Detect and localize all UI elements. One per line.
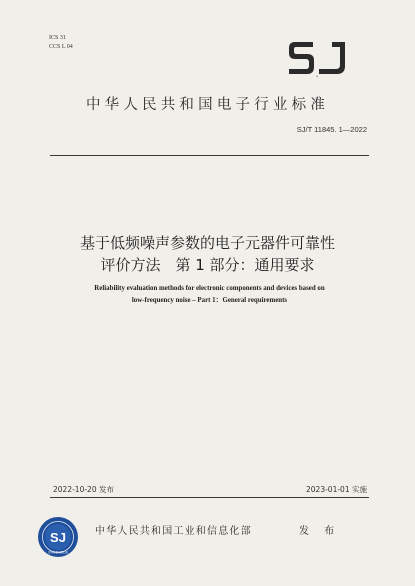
ccs-code: CCS L 04	[49, 44, 73, 50]
document-title-zh	[0, 232, 415, 276]
issue-date: 2022-10-20 发布	[53, 485, 114, 494]
footer-divider	[50, 497, 369, 498]
ics-code: ICS 31	[49, 35, 66, 41]
title-en-line1: Reliability evaluation methods for electronic components and devices based on	[94, 285, 325, 292]
document-title-en	[50, 283, 369, 307]
implementation-date: 2023-01-01 实施	[306, 485, 367, 494]
sj-logo-icon	[286, 38, 348, 78]
standard-category-title: 中华人民共和国电子行业标准	[85, 97, 330, 113]
title-zh-line1: 基于低频噪声参数的电子元器件可靠性	[79, 234, 335, 252]
publisher-name: 中华人民共和国工业和信息化部	[95, 526, 252, 537]
seal-ring-text: STANDARDS	[48, 550, 68, 555]
classification-codes	[49, 34, 73, 52]
standard-number: SJ/T 11845. 1—2022	[296, 125, 367, 134]
title-zh-line2: 评价方法 第 1 部分：通用要求	[100, 256, 315, 274]
header-divider	[50, 155, 369, 156]
ministry-seal-icon	[37, 516, 79, 558]
publish-label: 发 布	[299, 526, 341, 537]
title-en-line2: low-frequency noise – Part 1：General requirements	[131, 297, 288, 304]
seal-text: SJ	[50, 530, 66, 545]
logo-text: SJ	[316, 76, 318, 78]
